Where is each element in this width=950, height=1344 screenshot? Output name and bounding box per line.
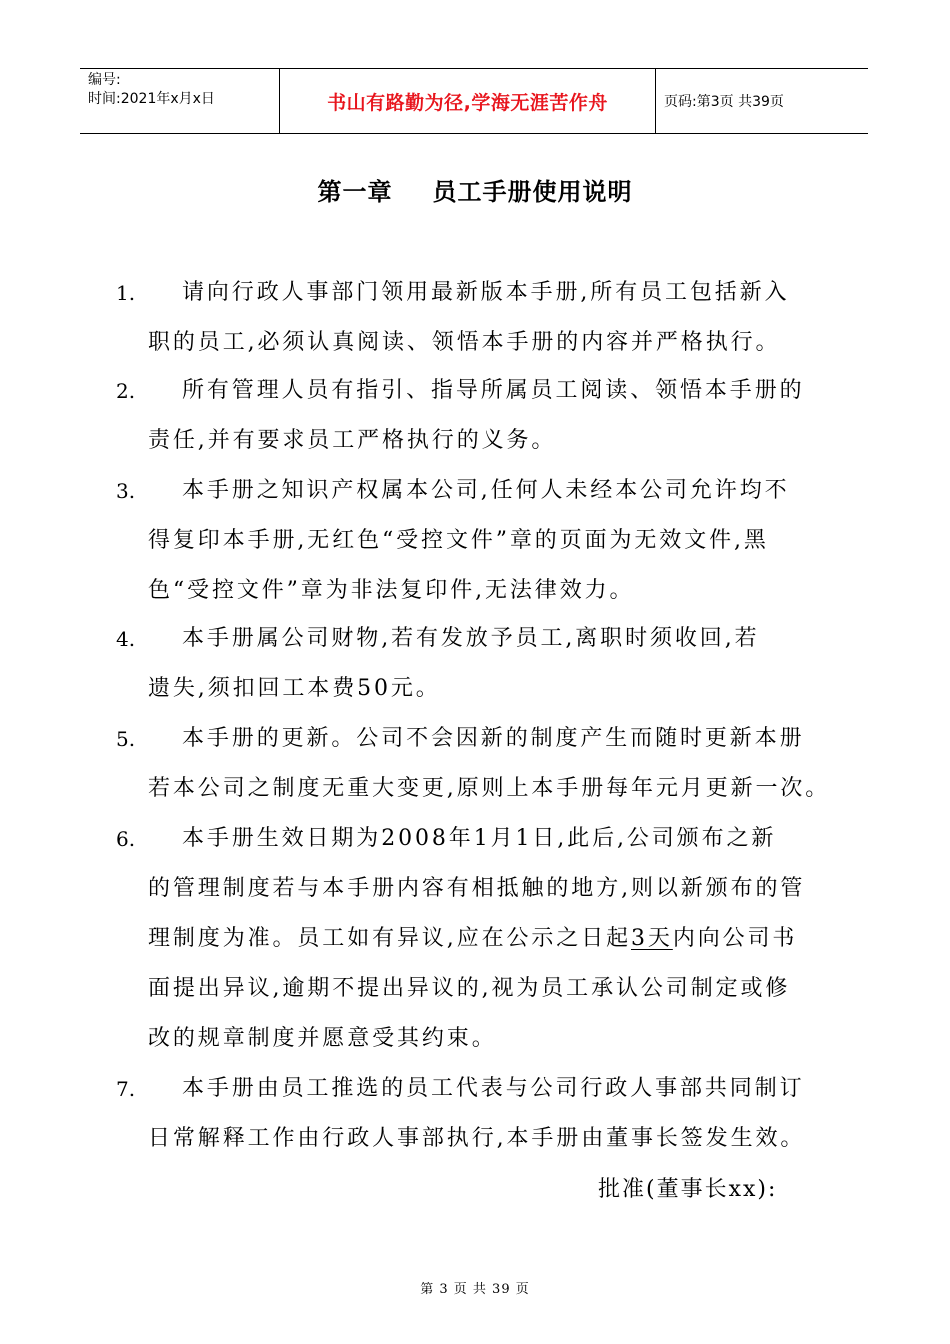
approval-signature-line: 批准(董事长xx):: [598, 1177, 778, 1202]
header-motto: 书山有路勤为径,学海无涯苦作舟: [280, 69, 656, 133]
list-item-line: 本手册由员工推选的员工代表与公司行政人事部共同制订: [182, 1076, 805, 1101]
list-item-line: 职的员工,必须认真阅读、领悟本手册的内容并严格执行。: [148, 330, 781, 355]
list-item-line-text: 内向公司书: [672, 926, 798, 951]
list-item-line: 日常解释工作由行政人事部执行,本手册由董事长签发生效。: [148, 1126, 806, 1151]
list-item-line: 若本公司之制度无重大变更,原则上本手册每年元月更新一次。: [148, 776, 831, 801]
list-item-line-text: 理制度为准。员工如有异议,应在公示之日起: [148, 926, 631, 951]
list-item-line: 改的规章制度并愿意受其约束。: [148, 1026, 497, 1051]
chapter-number: 第一章: [317, 178, 393, 206]
list-item-line: 本手册的更新。公司不会因新的制度产生而随时更新本册: [182, 726, 805, 751]
list-item-line: 本手册之知识产权属本公司,任何人未经本公司允许均不: [182, 478, 790, 503]
list-item-number: 5.: [116, 727, 136, 751]
document-time-label: 时间:2021年x月x日: [88, 91, 215, 107]
chapter-name: 员工手册使用说明: [432, 178, 633, 206]
list-item-number: 7.: [116, 1077, 136, 1101]
list-item-line: 责任,并有要求员工严格执行的义务。: [148, 428, 557, 453]
header-meta: [80, 69, 280, 133]
list-item-line: 本手册属公司财物,若有发放予员工,离职时须收回,若: [182, 626, 760, 651]
chapter-title: [0, 172, 950, 207]
list-item-number: 4.: [116, 627, 136, 651]
list-item-line: 得复印本手册,无红色“受控文件”章的页面为无效文件,黑: [148, 528, 769, 553]
list-item-line: 所有管理人员有指引、指导所属员工阅读、领悟本手册的: [182, 378, 805, 403]
list-item-line: 面提出异议,逾期不提出异议的,视为员工承认公司制定或修: [148, 976, 791, 1001]
list-item-line: 本手册生效日期为2008年1月1日,此后,公司颁布之新: [182, 826, 777, 851]
list-item-number: 6.: [116, 827, 136, 851]
list-item-number: 1.: [116, 281, 136, 305]
page-footer: 第 3 页 共 39 页: [420, 1282, 530, 1297]
list-item-line: 色“受控文件”章为非法复印件,无法律效力。: [148, 578, 635, 603]
header-page-code: 页码:第3页 共39页: [664, 94, 784, 110]
document-number-label: 编号:: [88, 72, 121, 88]
list-item-number: 2.: [116, 379, 136, 403]
list-item-line: 的管理制度若与本手册内容有相抵触的地方,则以新颁布的管: [148, 876, 806, 901]
list-item-number: 3.: [116, 479, 136, 503]
list-item-line: 请向行政人事部门领用最新版本手册,所有员工包括新入: [182, 280, 790, 305]
page-header: [80, 68, 868, 134]
list-item-line: 遗失,须扣回工本费50元。: [148, 676, 441, 701]
list-item-line: [148, 914, 797, 964]
deadline-underlined: 3天: [631, 926, 673, 951]
